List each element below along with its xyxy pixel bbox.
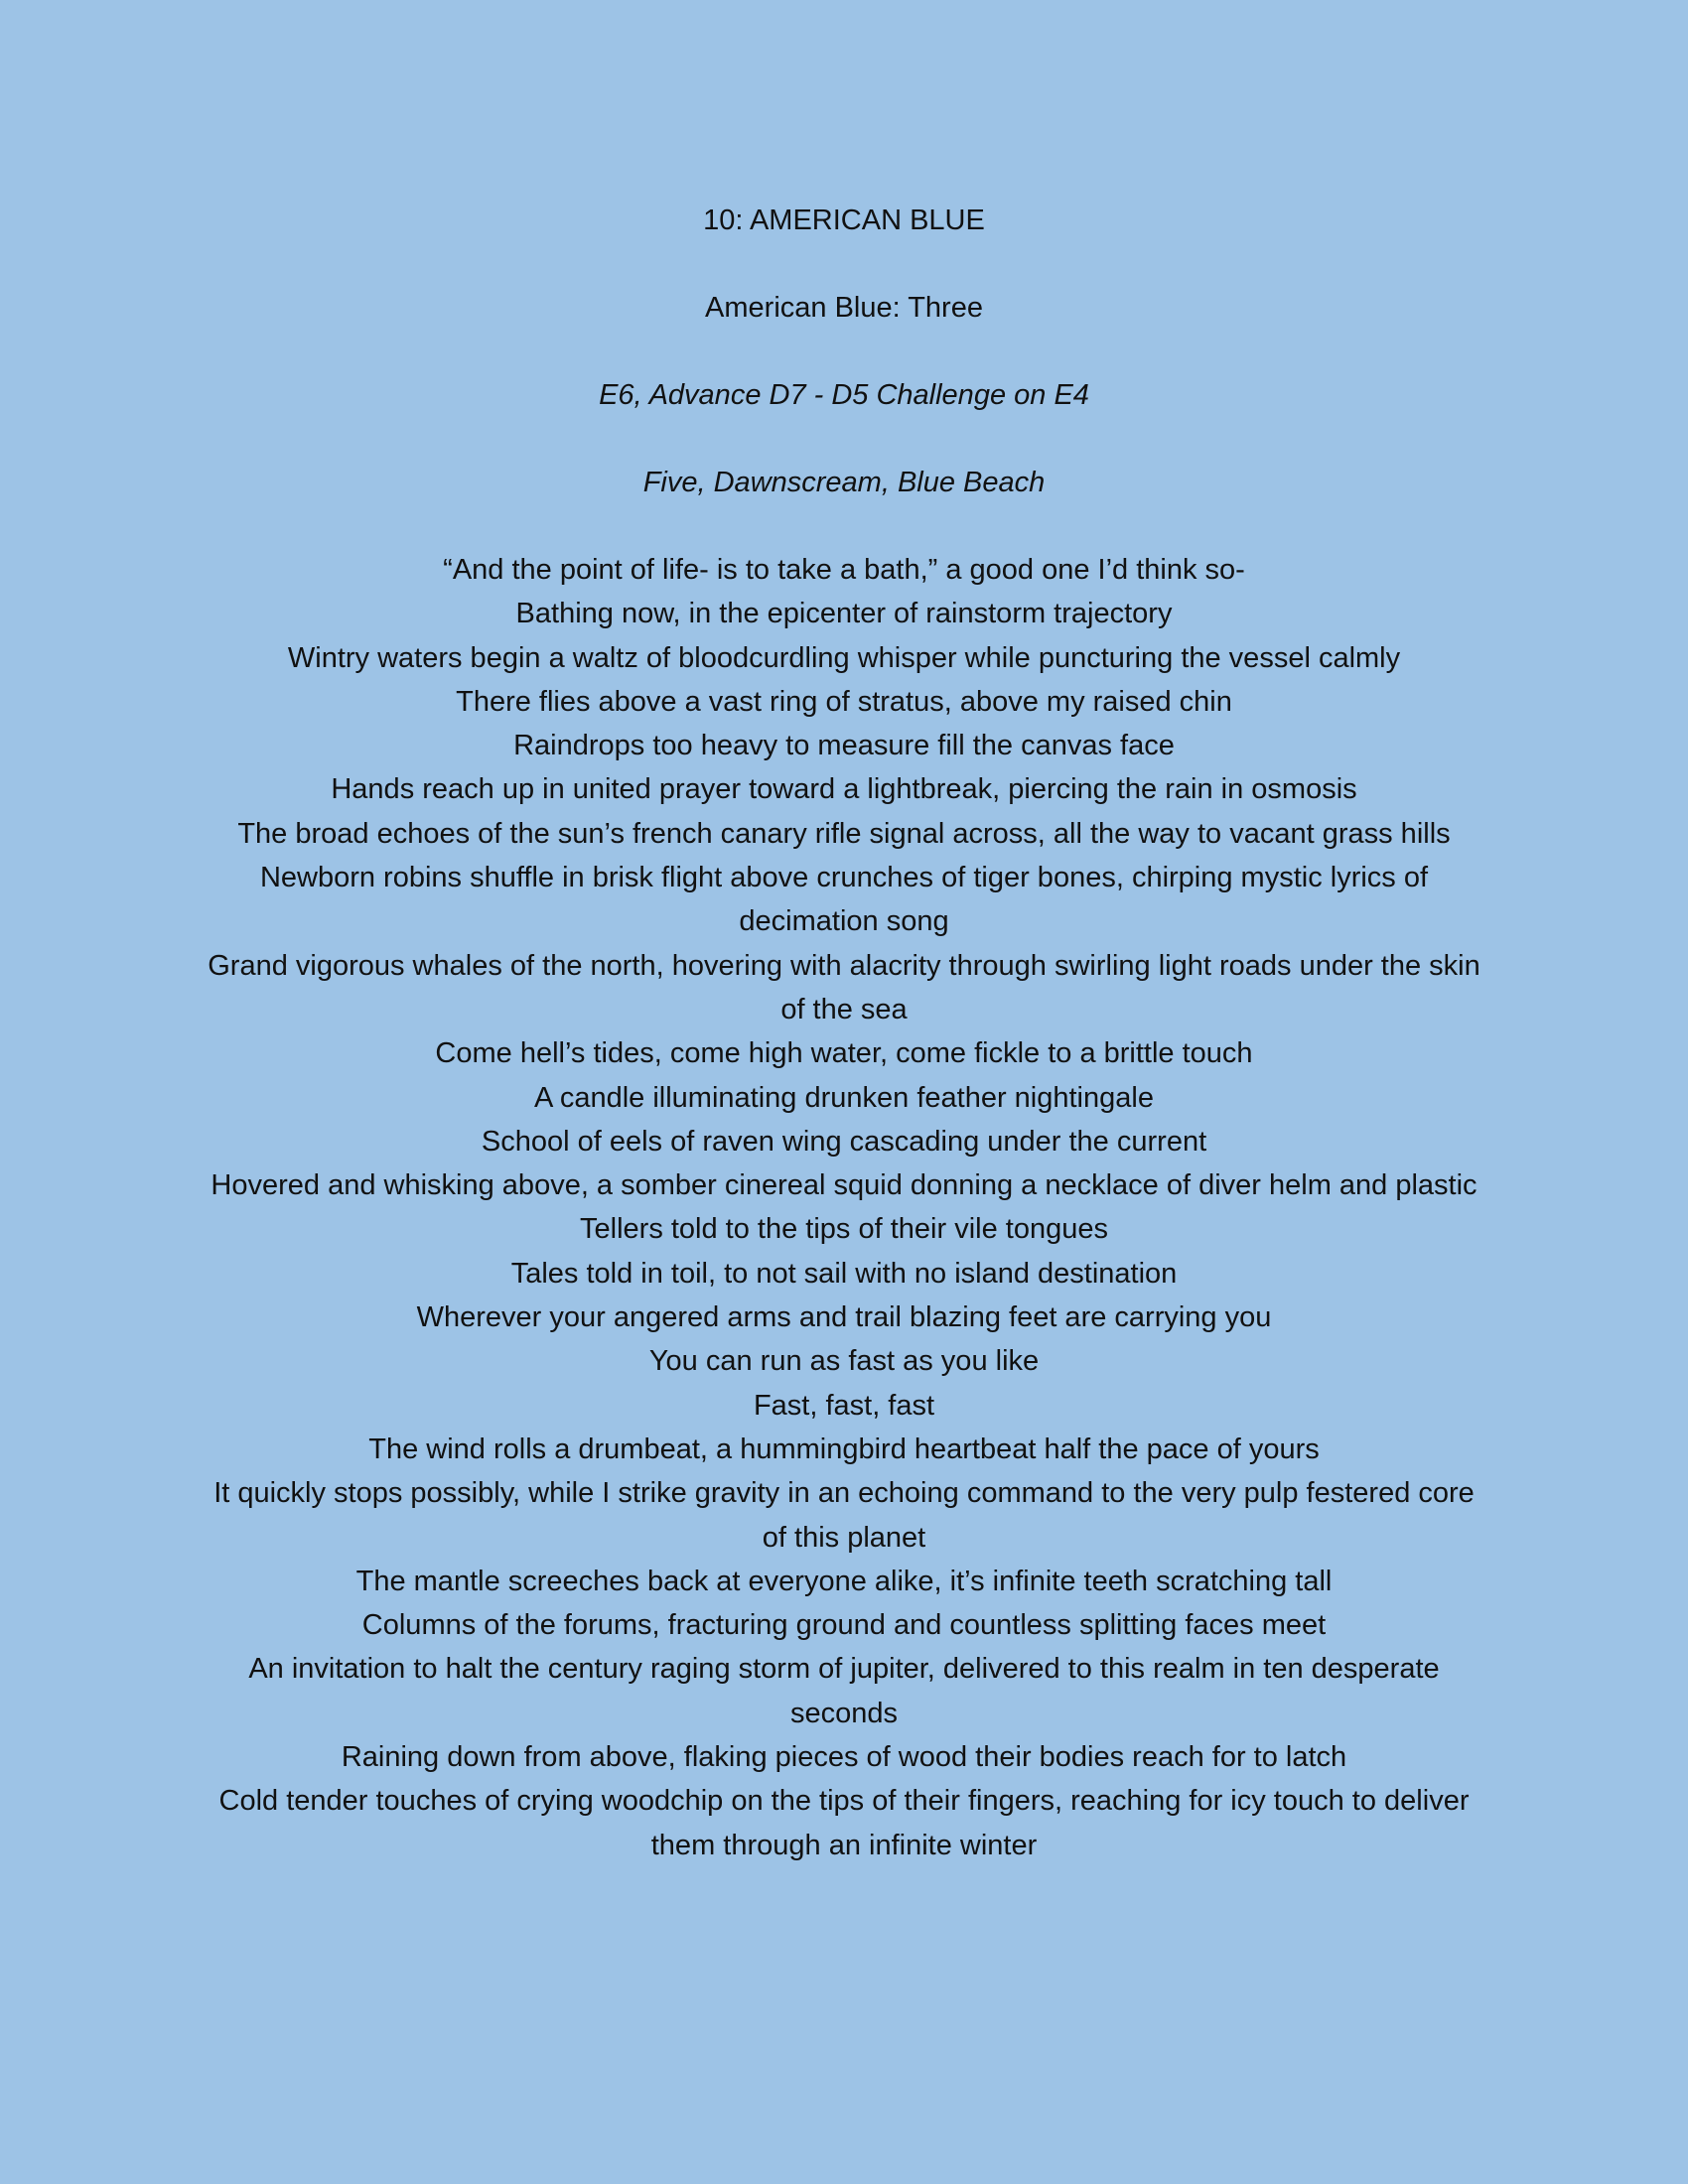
- poem-line: You can run as fast as you like: [648, 1345, 1040, 1378]
- poem-line: Raining down from above, flaking pieces of wood their bodies reach for to latch: [341, 1741, 1347, 1774]
- poem-line: Tales told in toil, to not sail with no island destination: [510, 1257, 1178, 1290]
- poem-line: Tellers told to the tips of their vile tongues: [580, 1213, 1108, 1246]
- poem-line: Raindrops too heavy to measure fill the canvas face: [513, 730, 1175, 762]
- poem-line: Hovered and whisking above, a somber cinereal squid donning a necklace of diver helm and plastic: [211, 1169, 1477, 1202]
- poem-line: Hands reach up in united prayer toward a lightbreak, piercing the rain in osmosis: [331, 773, 1357, 806]
- chapter-title: 10: AMERICAN BLUE: [703, 205, 985, 236]
- poem-line: Bathing now, in the epicenter of rainstorm trajectory: [515, 598, 1173, 630]
- poem-line: Come hell’s tides, come high water, come fickle to a brittle touch: [435, 1037, 1253, 1070]
- poem-line: A candle illuminating drunken feather nightingale: [534, 1081, 1154, 1114]
- poem-line: “And the point of life- is to take a bath,” a good one I’d think so-: [443, 554, 1245, 586]
- poem-line: Cold tender touches of crying woodchip on the tips of their fingers, reaching for icy touch to deliver them through an infinite winter: [218, 1785, 1470, 1861]
- poem-line: Columns of the forums, fracturing ground and countless splitting faces meet: [361, 1609, 1327, 1642]
- poem-line: School of eels of raven wing cascading under the current: [481, 1125, 1207, 1158]
- section-title: American Blue: Three: [705, 292, 983, 324]
- poem-line: There flies above a vast ring of stratus, above my raised chin: [456, 685, 1232, 718]
- poem-line: It quickly stops possibly, while I strike gravity in an echoing command to the very pulp festered core of this planet: [213, 1477, 1475, 1554]
- scene-location: Five, Dawnscream, Blue Beach: [642, 467, 1046, 498]
- poem-line: Fast, fast, fast: [753, 1389, 935, 1422]
- poem-line: Newborn robins shuffle in brisk flight above crunches of tiger bones, chirping mystic lyrics of decimation song: [259, 862, 1429, 938]
- poem-line: An invitation to halt the century raging storm of jupiter, delivered to this realm in ten desperate seconds: [248, 1653, 1440, 1729]
- poem-line: The mantle screeches back at everyone alike, it’s infinite teeth scratching tall: [355, 1565, 1333, 1597]
- poem-line: Grand vigorous whales of the north, hovering with alacrity through swirling light roads under the skin of the sea: [208, 949, 1480, 1025]
- scene-notation: E6, Advance D7 - D5 Challenge on E4: [599, 379, 1089, 411]
- poem-body: [199, 548, 1489, 1867]
- poem-line: The wind rolls a drumbeat, a hummingbird heartbeat half the pace of yours: [368, 1433, 1320, 1465]
- poem-line: Wintry waters begin a waltz of bloodcurdling whisper while puncturing the vessel calmly: [287, 641, 1401, 674]
- poem-line: Wherever your angered arms and trail blazing feet are carrying you: [416, 1301, 1272, 1334]
- poem-line: The broad echoes of the sun’s french canary rifle signal across, all the way to vacant grass hills: [237, 817, 1451, 850]
- document-content: [199, 199, 1489, 1867]
